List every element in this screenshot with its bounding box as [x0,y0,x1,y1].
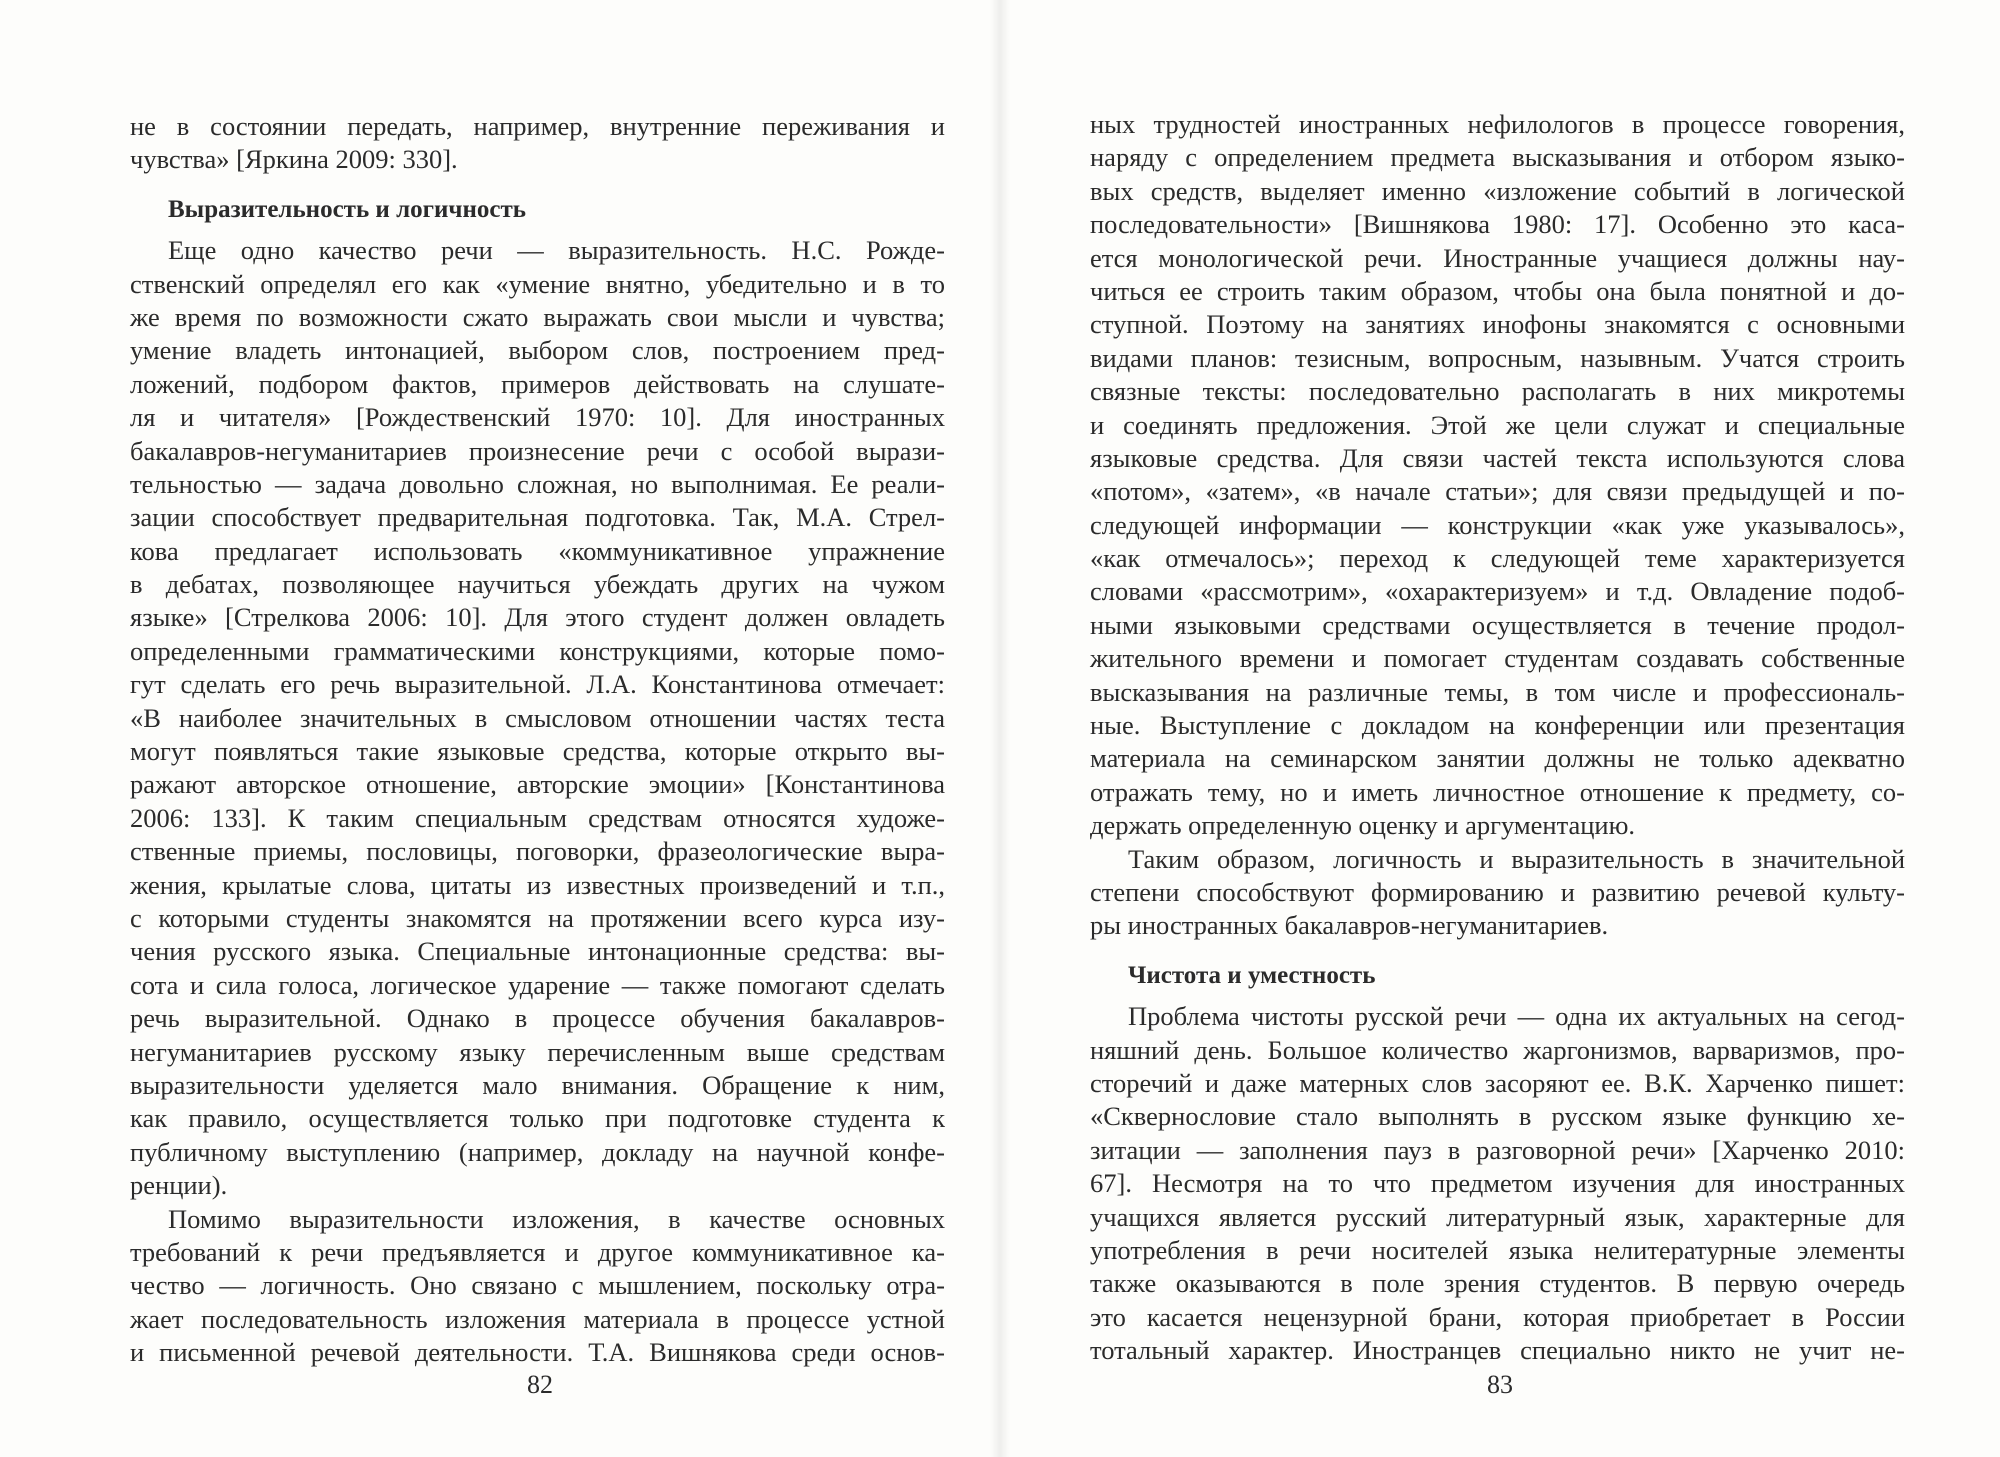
text-line: ложений, подбором фактов, примеров действовать на слушате- [130,368,945,399]
text-line: ля и читателя» [Рождественский 1970: 10]. Для иностранных [130,402,945,433]
page-number: 83 [1487,1370,1513,1399]
text-line: Проблема чистоты русской речи — одна их актуальных на сегод- [1128,1001,1905,1032]
text-line: тотальный характер. Иностранцев специально никто не учит не- [1090,1335,1905,1366]
text-line: требований к речи предъявляется и другое коммуникативное ка- [130,1236,945,1267]
page-number: 82 [527,1370,553,1399]
text-line: в дебатах, позволяющее научиться убеждать других на чужом [130,569,945,600]
text-line: бакалавров-негуманитариев произнесение речи с особой вырази- [130,435,945,466]
text-line: ных трудностей иностранных нефилологов в процессе говорения, [1090,109,1905,139]
text-line: высказывания на различные темы, в том числе и профессиональ- [1090,676,1905,707]
text-line: чувства» [Яркина 2009: 330]. [130,144,458,175]
text-line: жения, крылатые слова, цитаты из известных произведений и т.п., [130,869,945,900]
text-line: ственные приемы, пословицы, поговорки, фразеологические выра- [130,836,945,867]
text-line: «потом», «затем», «в начале статьи»; для связи предыдущей и по- [1090,476,1905,507]
text-line: видами планов: тезисным, вопросным, назывным. Учатся строить [1090,342,1905,373]
text-line: Таким образом, логичность и выразительность в значительной [1128,843,1905,874]
text-line: няшний день. Большое количество жаргонизмов, варваризмов, про- [1090,1034,1905,1065]
text-line: чество — логичность. Оно связано с мышлением, поскольку отра- [130,1270,945,1301]
text-line: ступной. Поэтому на занятиях инофоны знакомятся с основными [1090,309,1905,340]
text-line: Еще одно качество речи — выразительность. Н.С. Рожде- [168,235,945,266]
text-line: публичному выступлению (например, докладу на научной конфе- [130,1136,945,1167]
text-line: следующей информации — конструкции «как уже указывалось», [1090,509,1905,540]
text-line: степени способствуют формированию и развитию речевой культу- [1090,876,1905,907]
text-line: гут сделать его речь выразительной. Л.А. Константинова отмечает: [130,669,945,700]
text-line: 67]. Несмотря на то что предметом изучения для иностранных [1090,1168,1905,1199]
right-text-column [1090,108,1905,1367]
text-line: материала на семинарском занятии должны не только адекватно [1090,743,1905,774]
text-line: не в состоянии передать, например, внутренние переживания и [130,111,945,141]
text-line: ными языковыми средствами осуществляется в течение продол- [1090,609,1905,640]
text-line: это касается нецензурной брани, которая приобретает в России [1090,1301,1905,1332]
text-line: читься ее строить таким образом, чтобы она была понятной и до- [1090,275,1905,306]
text-line: языке» [Стрелкова 2006: 10]. Для этого студент должен овладеть [130,602,945,633]
text-line: держать определенную оценку и аргументацию. [1090,810,1636,841]
text-line: речь выразительной. Однако в процессе обучения бакалавров- [130,1003,945,1034]
text-line: ется монологической речи. Иностранные учащиеся должны нау- [1090,242,1905,273]
text-line: языковые средства. Для связи частей текста используются слова [1090,442,1905,473]
text-line: отражать тему, но и иметь личностное отношение к предмету, со- [1090,776,1905,807]
text-line: тельностью — задача довольно сложная, но выполнимая. Ее реали- [130,468,945,499]
text-line: кова предлагает использовать «коммуникативное упражнение [130,535,945,566]
text-line: ственский определял его как «умение внятно, убедительно и в то [130,268,945,299]
text-line: определенными грамматическими конструкциями, которые помо- [130,635,945,666]
text-line: словами «рассмотрим», «охарактеризуем» и т.д. Овладение подоб- [1090,576,1905,607]
text-line: негуманитариев русскому языку перечисленным выше средствам [130,1036,945,1067]
text-line: чения русского языка. Специальные интонационные средства: вы- [130,936,945,967]
text-line: сота и сила голоса, логическое ударение — также помогают сделать [130,969,945,1000]
text-line: употребления в речи носителей языка нелитературные элементы [1090,1234,1905,1265]
text-line: и письменной речевой деятельности. Т.А. Вишнякова среди основ- [130,1337,945,1368]
text-line: зитации — заполнения пауз в разговорной речи» [Харченко 2010: [1090,1134,1905,1165]
text-line: последовательности» [Вишнякова 1980: 17]. Особенно это каса- [1090,209,1905,240]
text-line: связные тексты: последовательно располагать в них микротемы [1090,376,1905,407]
text-line: ренции). [130,1170,228,1201]
text-line: 2006: 133]. К таким специальным средствам относятся художе- [130,802,945,833]
right-page [1000,0,2000,1457]
text-line: ные. Выступление с докладом на конференции или презентация [1090,710,1905,741]
text-line: зации способствует предварительная подготовка. Так, М.А. Стрел- [130,502,945,533]
text-line: наряду с определением предмета высказывания и отбором языко- [1090,142,1905,173]
text-line: и соединять предложения. Этой же цели служат и специальные [1090,409,1905,440]
left-text-column [130,110,945,1369]
text-line: жает последовательность изложения материала в процессе устной [130,1303,945,1334]
text-line: же время по возможности сжато выражать свои мысли и чувства; [130,301,945,332]
text-line: вых средств, выделяет именно «изложение событий в логической [1090,175,1905,206]
text-line: сторечий и даже матерных слов засоряют ее. В.К. Харченко пишет: [1090,1067,1905,1098]
text-line: учащихся является русский литературный язык, характерные для [1090,1201,1905,1232]
text-line: могут появляться такие языковые средства, которые открыто вы- [130,736,945,767]
text-line: Помимо выразительности изложения, в качестве основных [168,1203,945,1234]
text-line: умение владеть интонацией, выбором слов, построением пред- [130,335,945,366]
text-line: с которыми студенты знакомятся на протяжении всего курса изу- [130,902,945,933]
text-line: выразительности уделяется мало внимания. Обращение к ним, [130,1069,945,1100]
text-line: «как отмечалось»; переход к следующей теме характеризуется [1090,543,1905,574]
text-line: также оказываются в поле зрения студентов. В первую очередь [1090,1268,1905,1299]
text-line: ражают авторское отношение, авторские эмоции» [Константинова [130,769,945,800]
text-line: как правило, осуществляется только при подготовке студента к [130,1103,945,1134]
section-heading: Чистота и уместность [1128,961,1376,989]
section-heading: Выразительность и логичность [168,195,526,223]
text-line: ры иностранных бакалавров-негуманитариев. [1090,910,1609,941]
text-line: «Сквернословие стало выполнять в русском языке функцию хе- [1090,1101,1905,1132]
text-line: «В наиболее значительных в смысловом отношении частях теста [130,702,945,733]
text-line: жительного времени и помогает студентам создавать собственные [1090,643,1905,674]
